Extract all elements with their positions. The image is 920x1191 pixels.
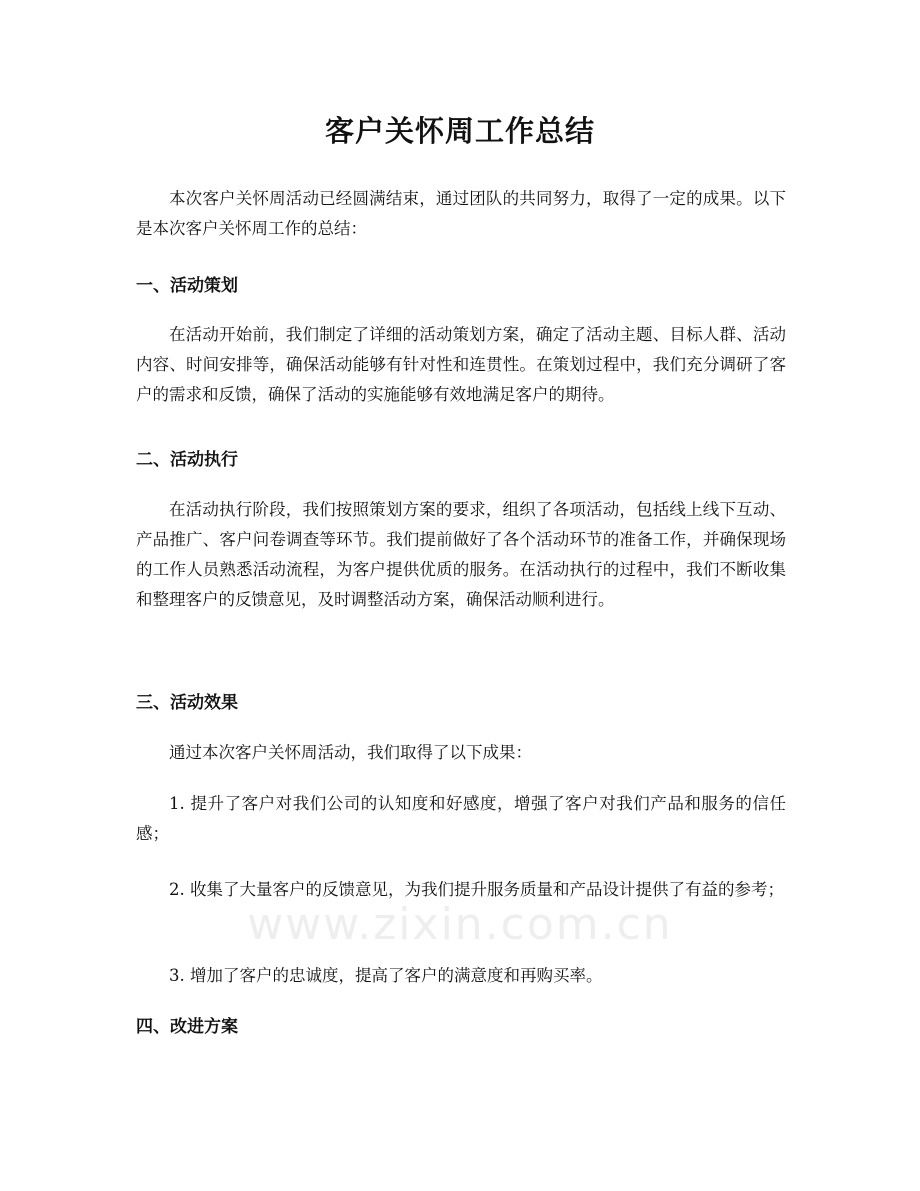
results-item-2: 2. 收集了大量客户的反馈意见，为我们提升服务质量和产品设计提供了有益的参考； <box>169 880 784 899</box>
section-heading-planning: 一、活动策划 <box>136 276 238 296</box>
intro-paragraph: 本次客户关怀周活动已经圆满结束，通过团队的共同努力，取得了一定的成果。以下是本次客户关怀周工作的总结： <box>136 189 786 238</box>
section-heading-improvement: 四、改进方案 <box>136 1017 238 1037</box>
planning-paragraph: 在活动开始前，我们制定了详细的活动策划方案，确定了活动主题、目标人群、活动内容、时间安排等，确保活动能够有针对性和连贯性。在策划过程中，我们充分调研了客户的需求和反馈，确保了活动的实施能够有效地满足客户的期待。 <box>136 325 786 404</box>
results-item-1: 1. 提升了客户对我们公司的认知度和好感度，增强了客户对我们产品和服务的信任感； <box>136 794 786 843</box>
section-heading-results: 三、活动效果 <box>136 693 238 713</box>
section-heading-execution: 二、活动执行 <box>136 450 238 470</box>
watermark: www.zixin.com.cn <box>247 899 673 950</box>
results-intro-paragraph: 通过本次客户关怀周活动，我们取得了以下成果： <box>169 743 532 762</box>
page-title: 客户关怀周工作总结 <box>324 114 595 148</box>
execution-paragraph: 在活动执行阶段，我们按照策划方案的要求，组织了各项活动，包括线上线下互动、产品推广、客户问卷调查等环节。我们提前做好了各个活动环节的准备工作，并确保现场的工作人员熟悉活动流程，为客户提供优质的服务。在活动执行的过程中，我们不断收集和整理客户的反馈意见，及时调整活动方案，确保活动顺利进行。 <box>136 500 786 609</box>
results-item-3: 3. 增加了客户的忠诚度，提高了客户的满意度和再购买率。 <box>169 966 603 985</box>
